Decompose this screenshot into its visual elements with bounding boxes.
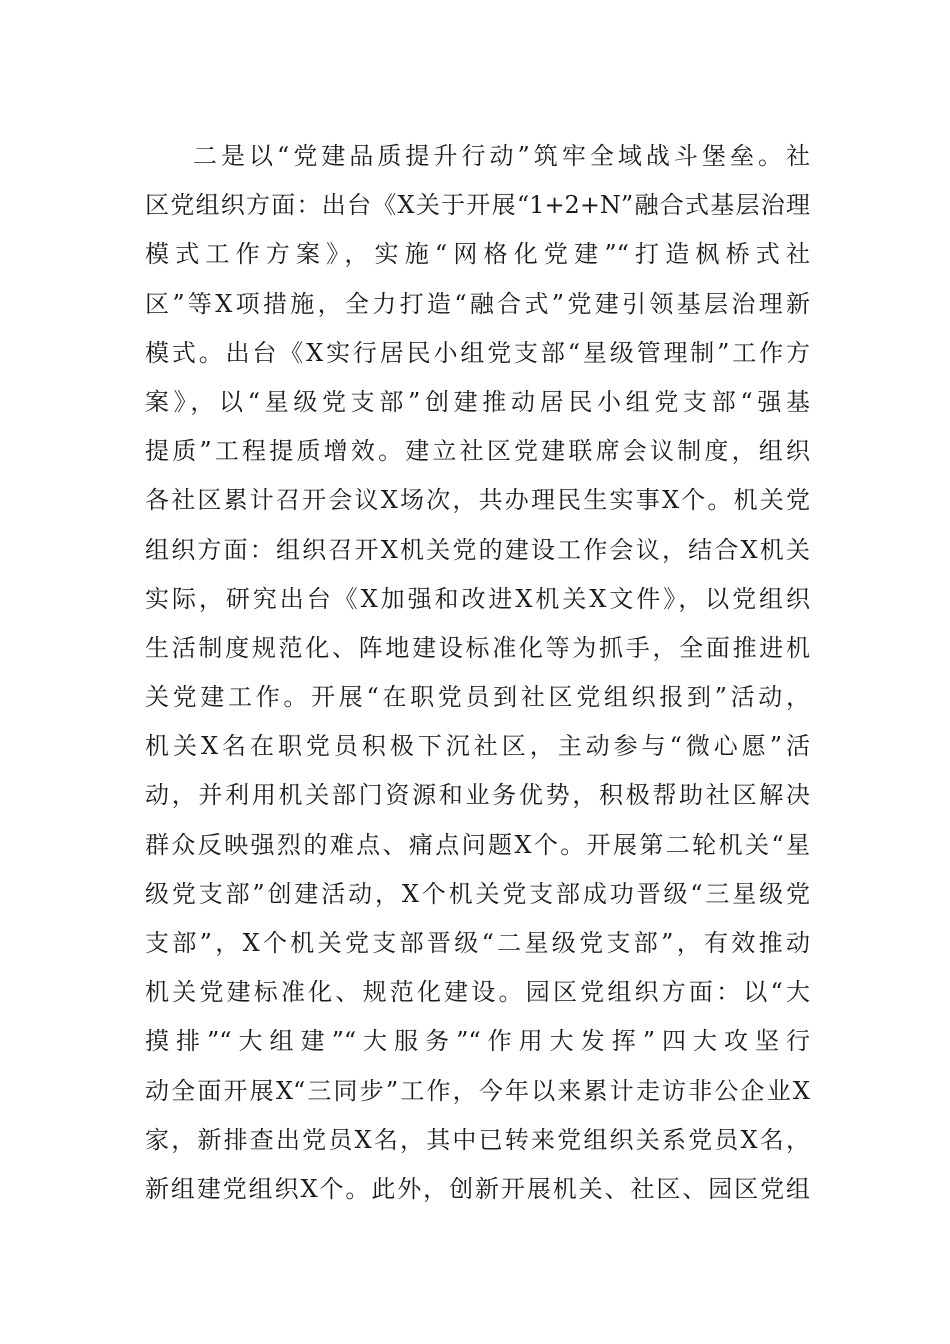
paragraph-line: 组织方面：组织召开X机关党的建设工作会议，结合X机关 xyxy=(145,535,810,564)
paragraph-line: 动，并利用机关部门资源和业务优势，积极帮助社区解决 xyxy=(145,781,810,810)
paragraph-line: 动全面开展X“三同步”工作，今年以来累计走访非公企业X xyxy=(145,1076,810,1105)
paragraph-line: 级党支部”创建活动，X个机关党支部成功晋级“三星级党 xyxy=(145,879,810,908)
paragraph-line: 区党组织方面：出台《X关于开展“1+2+N”融合式基层治理 xyxy=(145,191,810,220)
paragraph-line: 提质”工程提质增效。建立社区党建联席会议制度，组织 xyxy=(145,437,810,466)
paragraph-line: 家，新排查出党员X名，其中已转来党组织关系党员X名， xyxy=(145,1125,810,1154)
paragraph-line: 支部”，X个机关党支部晋级“二星级党支部”，有效推动 xyxy=(145,929,810,957)
paragraph-line: 实际，研究出台《X加强和改进X机关X文件》，以党组织 xyxy=(145,584,810,613)
paragraph-line: 区”等X项措施，全力打造“融合式”党建引领基层治理新 xyxy=(145,289,810,318)
paragraph-line: 机关X名在职党员积极下沉社区，主动参与“微心愿”活 xyxy=(145,732,810,761)
paragraph-line: 摸排”“大组建”“大服务”“作用大发挥”四大攻坚行 xyxy=(145,1027,810,1056)
paragraph-line: 新组建党组织X个。此外，创新开展机关、社区、园区党组 xyxy=(145,1174,810,1203)
paragraph-line: 群众反映强烈的难点、痛点问题X个。开展第二轮机关“星 xyxy=(145,830,810,859)
paragraph-line: 二是以“党建品质提升行动”筑牢全域战斗堡垒。社 xyxy=(193,142,810,170)
body-paragraph xyxy=(145,132,810,1214)
paragraph-line: 模式工作方案》，实施“网格化党建”“打造枫桥式社 xyxy=(145,240,810,269)
paragraph-line: 机关党建标准化、规范化建设。园区党组织方面：以“大 xyxy=(145,978,810,1007)
paragraph-line: 案》，以“星级党支部”创建推动居民小组党支部“强基 xyxy=(145,387,810,416)
paragraph-line: 关党建工作。开展“在职党员到社区党组织报到”活动， xyxy=(145,683,810,712)
paragraph-line: 各社区累计召开会议X场次，共办理民生实事X个。机关党 xyxy=(145,486,810,515)
paragraph-line: 模式。出台《X实行居民小组党支部“星级管理制”工作方 xyxy=(145,338,810,367)
paragraph-line: 生活制度规范化、阵地建设标准化等为抓手，全面推进机 xyxy=(145,633,810,662)
